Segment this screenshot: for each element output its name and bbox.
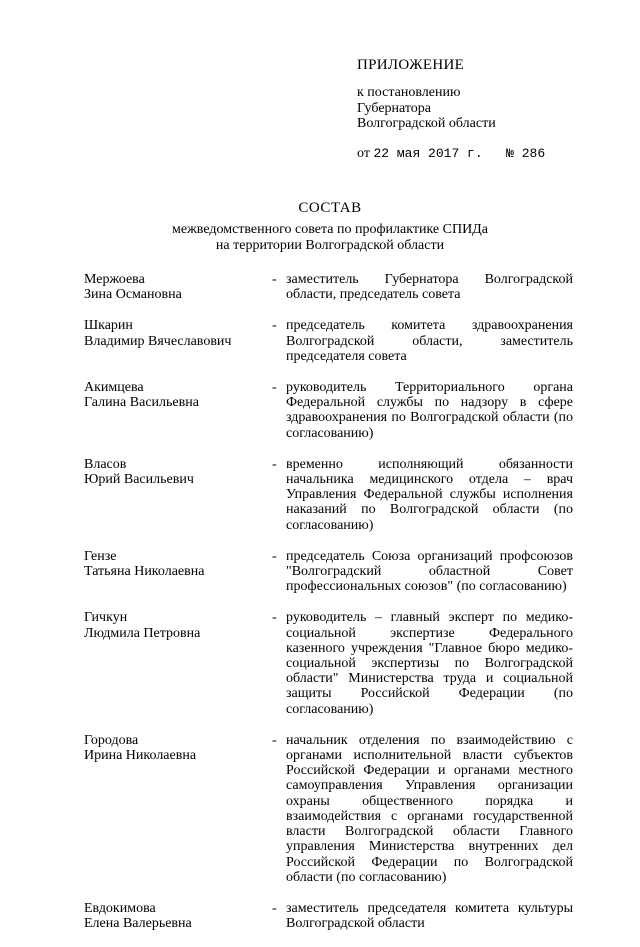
member-role: руководитель – главный эксперт по медико-социальной экспертизе Федерального казенного учреждения "Главное бюро медико-социальной экспертизы по Волгоградской области" Министерства труда и социальной защиты Российской Федерации (по согласованию) bbox=[286, 610, 573, 717]
document-subtitle bbox=[0, 222, 640, 253]
member-name bbox=[84, 380, 264, 410]
member-name bbox=[84, 318, 264, 348]
member-given-names: Ирина Николаевна bbox=[84, 748, 197, 764]
separator-dash: - bbox=[272, 456, 277, 472]
member-surname: Шкарин bbox=[84, 318, 133, 334]
member-name bbox=[84, 610, 264, 640]
member-surname: Гичкун bbox=[84, 610, 128, 626]
member-name bbox=[84, 901, 264, 931]
separator-dash: - bbox=[272, 900, 277, 916]
separator-dash: - bbox=[272, 610, 277, 626]
member-role: заместитель председателя комитета культуры Волгоградской области bbox=[286, 900, 573, 932]
attachment-reference bbox=[357, 85, 617, 132]
member-surname: Гензе bbox=[84, 548, 117, 564]
member-given-names: Владимир Вячеславович bbox=[84, 333, 232, 349]
decree-number: № 286 bbox=[506, 145, 546, 161]
date-line bbox=[357, 146, 617, 162]
member-given-names: Людмила Петровна bbox=[84, 625, 201, 641]
separator-dash: - bbox=[272, 318, 277, 334]
member-given-names: Елена Валерьевна bbox=[84, 916, 192, 932]
member-entry bbox=[84, 733, 584, 885]
member-surname: Мержоева bbox=[84, 272, 145, 287]
separator-dash: - bbox=[272, 272, 277, 287]
member-name bbox=[84, 272, 264, 302]
separator-dash: - bbox=[272, 732, 277, 748]
attachment-heading: ПРИЛОЖЕНИЕ bbox=[357, 57, 465, 73]
members-list bbox=[84, 272, 584, 947]
reference-line-3: Волгоградской области bbox=[357, 116, 496, 131]
document-title: СОСТАВ bbox=[298, 200, 362, 216]
member-given-names: Зина Османовна bbox=[84, 287, 182, 303]
subtitle-line-1: межведомственного совета по профилактике СПИДа bbox=[172, 222, 488, 237]
separator-dash: - bbox=[272, 548, 277, 564]
attachment-block bbox=[357, 57, 617, 162]
member-entry bbox=[84, 318, 584, 364]
member-role: временно исполняющий обязанности начальника медицинского отдела – врач Управления Федеральной службы исполнения наказаний по Волгоградской области (по согласованию) bbox=[286, 456, 573, 533]
member-name bbox=[84, 549, 264, 579]
member-surname: Городова bbox=[84, 732, 139, 748]
member-name bbox=[84, 733, 264, 763]
reference-line-2: Губернатора bbox=[357, 100, 432, 116]
member-given-names: Татьяна Николаевна bbox=[84, 564, 205, 580]
subtitle-line-2: на территории Волгоградской области bbox=[215, 237, 445, 253]
member-surname: Акимцева bbox=[84, 380, 144, 396]
member-entry bbox=[84, 901, 584, 931]
member-role: начальник отделения по взаимодействию с органами исполнительной власти субъектов Российской Федерации и органами местного самоуправления Управления организации охраны общественного порядка и взаимодействия с органами государственной власти Волгоградской области Главного управления Министерства внутренних дел Российской Федерации по Волгоградской области (по согласованию) bbox=[286, 732, 573, 885]
member-given-names: Юрий Васильевич bbox=[84, 472, 194, 488]
reference-line-1: к постановлению bbox=[357, 85, 461, 100]
member-role: заместитель Губернатора Волгоградской области, председатель совета bbox=[286, 272, 573, 303]
member-surname: Власов bbox=[84, 456, 127, 472]
member-entry bbox=[84, 457, 584, 533]
date-prefix: от bbox=[357, 145, 370, 161]
member-name bbox=[84, 457, 264, 487]
member-role: председатель Союза организаций профсоюзов "Волгоградский областной Совет профессиональных союзов" (по согласованию) bbox=[286, 548, 573, 595]
member-role: председатель комитета здравоохранения Волгоградской области, заместитель председателя совета bbox=[286, 318, 573, 364]
separator-dash: - bbox=[272, 380, 277, 396]
member-entry bbox=[84, 380, 584, 441]
member-role: руководитель Территориального органа Федеральной службы по надзору в сфере здравоохранения по Волгоградской области (по согласованию) bbox=[286, 380, 573, 441]
member-surname: Евдокимова bbox=[84, 900, 156, 916]
member-entry bbox=[84, 549, 584, 595]
member-entry bbox=[84, 272, 584, 302]
member-given-names: Галина Васильевна bbox=[84, 395, 199, 411]
member-entry bbox=[84, 610, 584, 716]
decree-date: 22 мая 2017 г. bbox=[373, 145, 483, 161]
